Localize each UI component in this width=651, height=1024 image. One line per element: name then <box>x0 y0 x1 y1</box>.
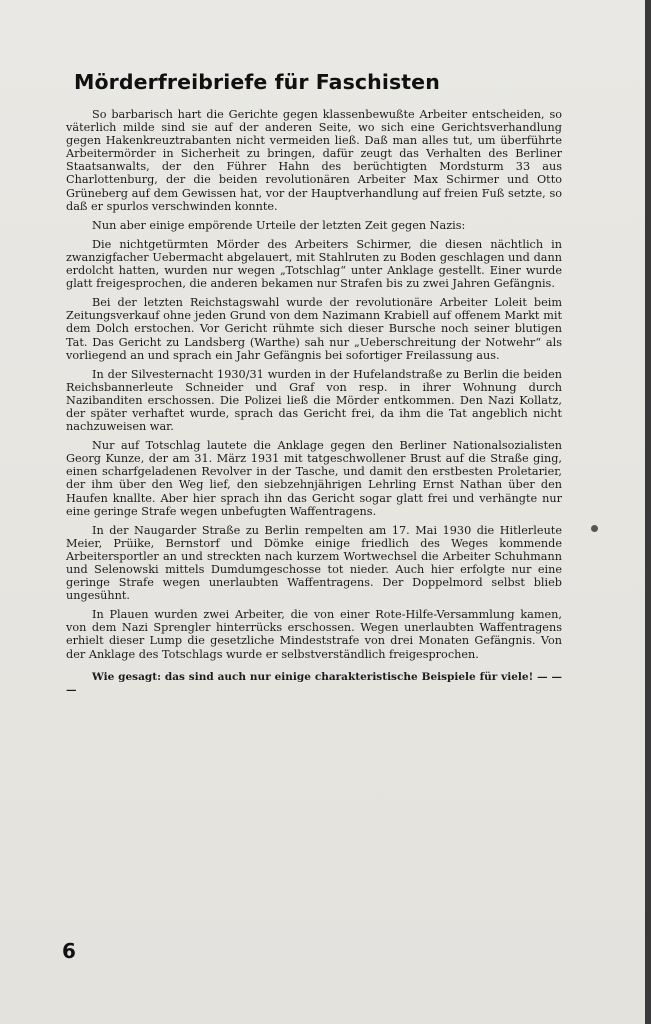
page-number: 6 <box>62 939 76 963</box>
page-edge-shadow <box>645 0 651 1024</box>
paragraph-6: Nur auf Totschlag lautete die Anklage gegen den Berliner Nationalsozialisten Georg Kunze, der am 31. März 1931 mit tatgeschwollener Brust auf die Straße ging, einen scharfgeladenen Revolver in der Tasche, und damit den erstbesten Proletarier, der ihm über den Weg lief, den siebzehnjährigen Lehrling Ernst Nathan über den Haufen knallte. Aber hier sprach ihn das Gericht sogar glatt frei und verhängte nur eine geringe Strafe wegen unbefugten Waffentragens. <box>66 439 562 518</box>
paragraph-3: Die nichtgetürmten Mörder des Arbeiters Schirmer, die diesen nächtlich in zwanzigfacher Uebermacht abgelauert, mit Stahlruten zu Boden geschlagen und dann erdolcht hatten, wurden nur wegen „Totschlag“ unter Anklage gestellt. Einer wurde glatt freigesprochen, die anderen bekamen nur Strafen bis zu zwei Jahren Gefängnis. <box>66 237 562 291</box>
paragraph-4: Bei der letzten Reichstagswahl wurde der revolutionäre Arbeiter Loleit beim Zeitungsverkauf ohne jeden Grund von dem Nazimann Krabiell auf offenem Markt mit dem Dolch erstochen. Vor Gericht rühmte sich dieser Bursche noch seiner blutigen Tat. Das Gericht zu Landsberg (Warthe) sah nur „Ueberschreitung der Notwehr“ als vorliegend an und sprach ein Jahr Gefängnis bei sofortiger Freilassung aus. <box>66 296 562 362</box>
paragraph-5: In der Silvesternacht 1930/31 wurden in der Hufelandstraße zu Berlin die beiden Reichsbannerleute Schneider und Graf von resp. in ihrer Wohnung durch Nazibanditen erschossen. Die Polizei ließ die Mörder entkommen. Den Nazi Kollatz, der später verhaftet wurde, sprach das Gericht frei, da ihm die Tat angeblich nicht nachzuweisen war. <box>66 367 562 434</box>
paragraph-8: In Plauen wurden zwei Arbeiter, die von einer Rote-Hilfe-Versammlung kamen, von dem Nazi Sprengler hinterrücks erschossen. Wegen unerlaubten Waffentragens erhielt dieser Lump die gesetzliche Mindeststrafe von drei Monaten Gefängnis. Von der Anklage des Totschlags wurde er selbstverständlich freigesprochen. <box>66 608 562 661</box>
paragraph-1: So barbarisch hart die Gerichte gegen klassenbewußte Arbeiter entscheiden, so väterlich milde sind sie auf der anderen Seite, wo sich eine Gerichtsverhandlung gegen Hakenkreuztrabanten nicht vermeiden ließ. Daß man alles tut, um überführte Arbeitermörder in Sicherheit zu bringen, dafür zeugt das Verhalten des Berliner Staatsanwalts, der den Führer Hahn des berüchtigten Mordsturm 33 aus Charlottenburg, der die beiden revolutionären Arbeiter Max Schirmer und Otto Grüneberg auf dem Gewissen hat, vor der Hauptverhandlung auf freien Fuß setzte, so daß er spurlos verschwinden konnte. <box>66 108 562 213</box>
paragraph-2: Nun aber einige empörende Urteile der letzten Zeit gegen Nazis: <box>92 218 466 232</box>
page-title: Mörderfreibriefe für Faschisten <box>74 70 440 94</box>
paragraph-7: In der Naugarder Straße zu Berlin rempelten am 17. Mai 1930 die Hitlerleute Meier, Prüike, Bernstorf und Dömke einige friedlich des Weges kommende Arbeitersportler an und streckten nach kurzem Wortwechsel die Arbeiter Schuhmann und Selenowski mittels Dumdumgeschosse tot nieder. Auch hier erfolgte nur eine geringe Strafe wegen unerlaubten Waffentragens. Der Doppelmord selbst blieb ungesühnt. <box>66 523 562 603</box>
page-content <box>66 70 562 703</box>
closing-remark: Wie gesagt: das sind auch nur einige charakteristische Beispiele für viele! — — — <box>66 670 562 696</box>
ink-speck <box>591 525 598 532</box>
